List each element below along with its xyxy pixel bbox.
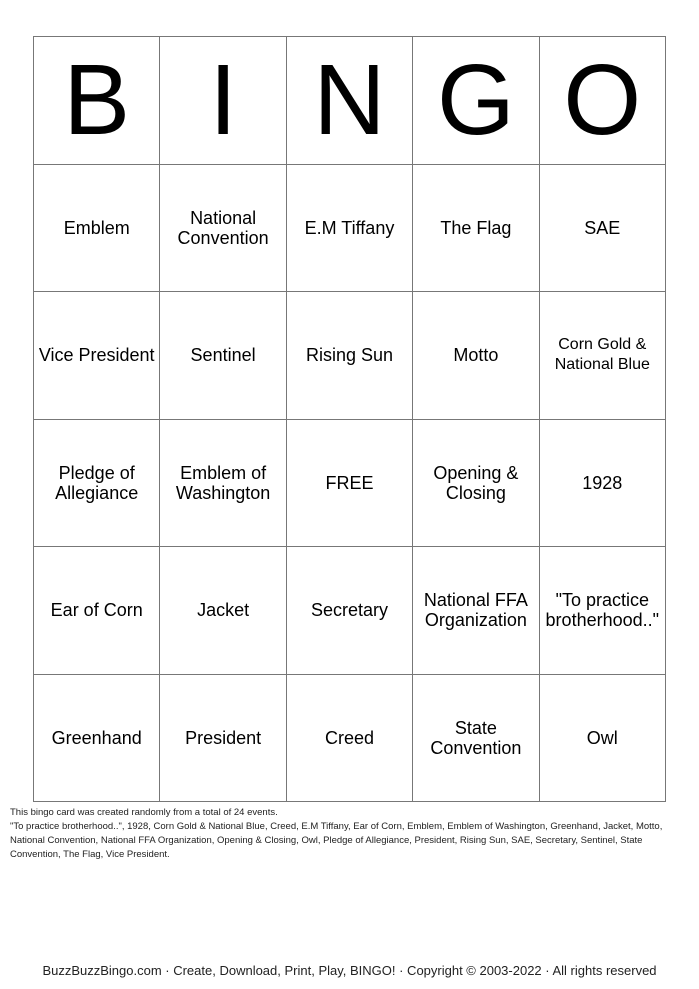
bingo-cell: National Convention xyxy=(160,164,286,292)
card-row xyxy=(34,547,666,675)
bingo-cell: SAE xyxy=(539,164,665,292)
card-row xyxy=(34,419,666,547)
bingo-cell: President xyxy=(160,674,286,802)
bingo-cell: Opening & Closing xyxy=(413,419,539,547)
bingo-cell: Greenhand xyxy=(34,674,160,802)
bingo-cell: Pledge of Allegiance xyxy=(34,419,160,547)
bingo-cell: Corn Gold & National Blue xyxy=(539,292,665,420)
info-event-list: "To practice brotherhood..", 1928, Corn Gold & National Blue, Creed, E.M Tiffany, Ear of Corn, Emblem, Emblem of Washington, Greenhand, Jacket, Motto, National Convention, National FFA Organization, Opening & Closing, Owl, Pledge of Allegiance, President, Rising Sun, SAE, Secretary, Sentinel, State Convention, The Flag, Vice President. xyxy=(10,821,663,860)
info-summary: This bingo card was created randomly from a total of 24 events. xyxy=(10,807,278,818)
bingo-cell: Creed xyxy=(286,674,412,802)
header-letter-b: B xyxy=(34,37,160,165)
header-row xyxy=(34,37,666,165)
bingo-cell: National FFA Organization xyxy=(413,547,539,675)
bingo-cell: "To practice brotherhood.." xyxy=(539,547,665,675)
bingo-cell: Motto xyxy=(413,292,539,420)
card-row xyxy=(34,674,666,802)
card-row xyxy=(34,292,666,420)
header-letter-o: O xyxy=(539,37,665,165)
header-letter-g: G xyxy=(413,37,539,165)
bingo-cell: Emblem xyxy=(34,164,160,292)
free-cell: FREE xyxy=(286,419,412,547)
bingo-cell: Ear of Corn xyxy=(34,547,160,675)
bingo-cell: Emblem of Washington xyxy=(160,419,286,547)
header-letter-n: N xyxy=(286,37,412,165)
bingo-card xyxy=(33,36,666,802)
bingo-cell: Vice President xyxy=(34,292,160,420)
bingo-cell: Jacket xyxy=(160,547,286,675)
footer-copyright: BuzzBuzzBingo.com · Create, Download, Print, Play, BINGO! · Copyright © 2003-2022 · All rights reserved xyxy=(42,963,657,978)
bingo-cell: State Convention xyxy=(413,674,539,802)
bingo-cell: 1928 xyxy=(539,419,665,547)
bingo-cell: Rising Sun xyxy=(286,292,412,420)
bingo-cell: Secretary xyxy=(286,547,412,675)
bingo-cell: E.M Tiffany xyxy=(286,164,412,292)
bingo-cell: Owl xyxy=(539,674,665,802)
bingo-cell: Sentinel xyxy=(160,292,286,420)
header-letter-i: I xyxy=(160,37,286,165)
card-row xyxy=(34,164,666,292)
bingo-cell: The Flag xyxy=(413,164,539,292)
card-info xyxy=(10,806,690,862)
